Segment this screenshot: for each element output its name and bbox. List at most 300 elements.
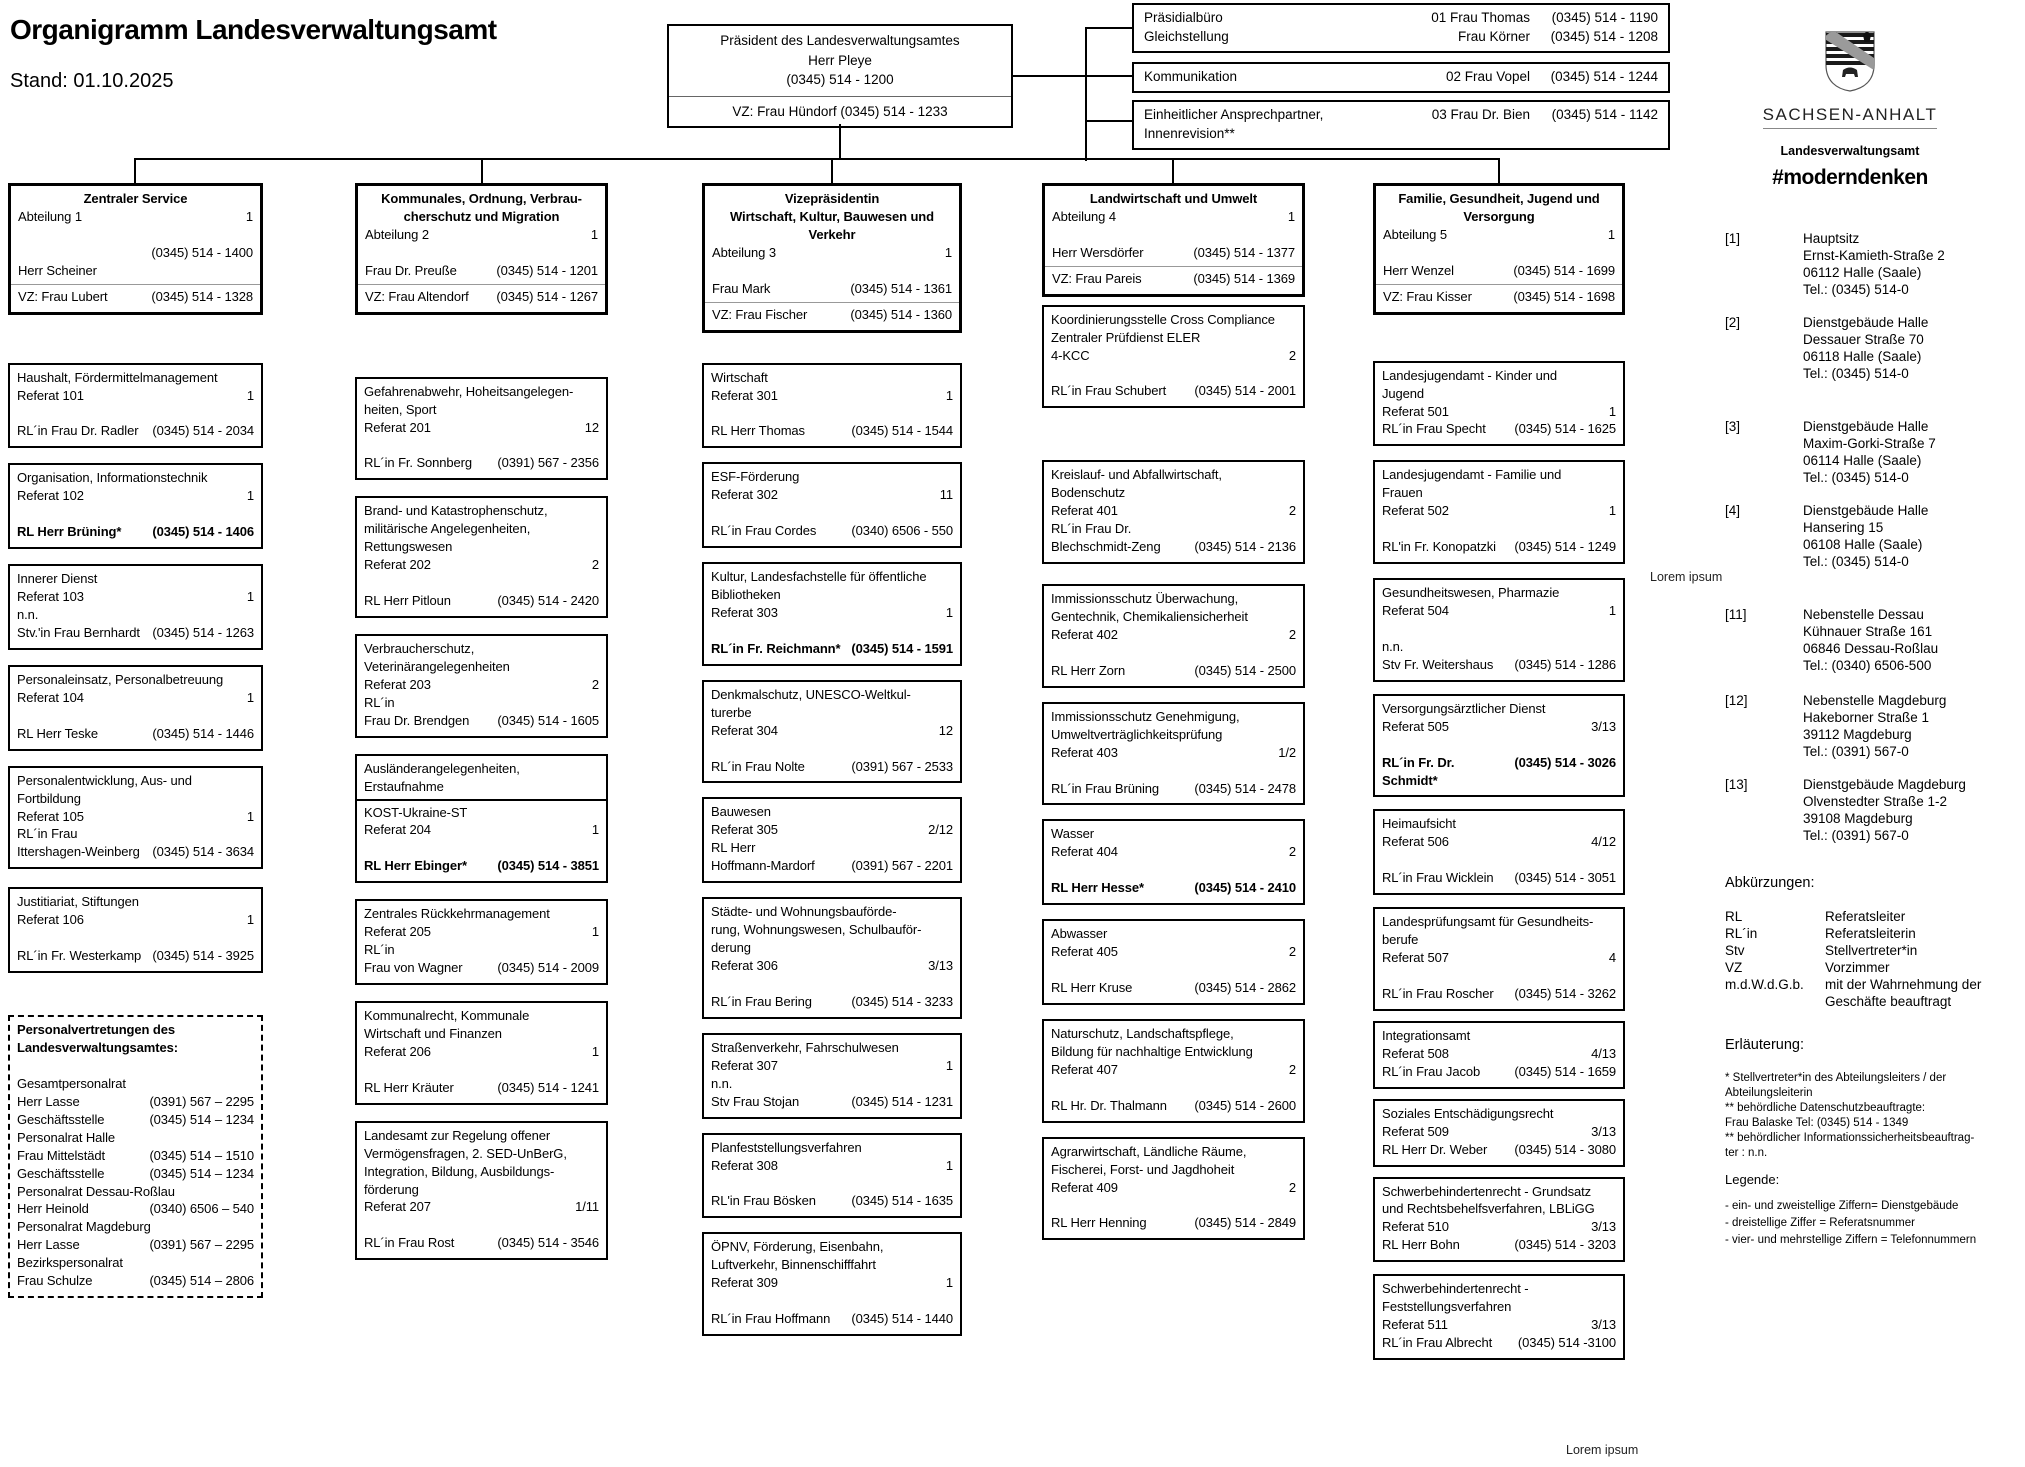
referat-box [8, 463, 263, 549]
box-row [711, 1274, 953, 1292]
box-row [1382, 967, 1616, 985]
box-text [711, 1292, 715, 1310]
box-row [1051, 626, 1296, 644]
box-row [711, 821, 953, 839]
box-text: Planfeststellungsverfahren [711, 1139, 862, 1155]
box-row [17, 825, 254, 843]
address-lines [1803, 230, 2025, 298]
box-text [1051, 861, 1055, 879]
box-row [17, 624, 254, 642]
box-text: RL´in Frau [17, 826, 78, 842]
box-row [711, 1039, 953, 1057]
box-row [17, 1075, 254, 1093]
box-phone: (0345) 514 - 1635 [851, 1193, 953, 1209]
box-text: Herr Scheiner [18, 262, 97, 278]
box-text: Fortbildung [17, 790, 81, 806]
box-text: RL Herr Pitloun [364, 593, 451, 608]
box-text [364, 574, 368, 592]
box-row [1382, 754, 1616, 790]
box-row [711, 504, 953, 522]
box-row [711, 857, 953, 875]
department-header-box [702, 183, 962, 333]
explanation-line: * Stellvertreter*in des Abteilungsleiters / der [1725, 1071, 1947, 1084]
box-row [1382, 1236, 1616, 1254]
box-text: Integrationsamt [1382, 1027, 1471, 1043]
box-phone: (0391) 567 – 2295 [149, 1237, 254, 1253]
address-lines [1803, 606, 2025, 674]
box-text: RL´in Frau Rost [364, 1235, 455, 1251]
box-phone: 3/13 [1591, 718, 1616, 734]
box-row [364, 1234, 599, 1252]
referat-box [1373, 907, 1625, 1011]
box-row [364, 520, 599, 538]
box-row [1051, 347, 1296, 365]
abbreviation-key: RL [1725, 909, 1743, 925]
address-line: Tel.: (0345) 514-0 [1803, 554, 1909, 569]
box-phone: (0391) 567 - 2533 [851, 758, 953, 774]
president-box [667, 24, 1013, 128]
box-phone: 1 [1287, 208, 1295, 224]
referat-box [1373, 460, 1625, 564]
referat-box [1373, 1099, 1625, 1167]
box-row [1051, 365, 1296, 383]
box-text: RL'in Frau Bösken [711, 1193, 816, 1209]
box-row [364, 1181, 599, 1199]
department-header-box [1042, 183, 1305, 297]
box-phone: 1 [591, 924, 599, 940]
box-row [364, 383, 599, 401]
box-text: Naturschutz, Landschaftspflege, [1051, 1025, 1234, 1041]
box-phone: 1 [591, 822, 599, 838]
box-text: RL´in Frau Roscher [1382, 985, 1494, 1001]
box-text [17, 1057, 21, 1075]
box-row [17, 422, 254, 440]
box-text: Herr Lasse [17, 1237, 80, 1253]
box-text: Referat 502 [1382, 503, 1449, 519]
box-text: VZ: Frau Kisser [1383, 288, 1472, 304]
box-row [712, 280, 952, 298]
referat-box [702, 797, 962, 883]
connector-staff-stub3 [1085, 120, 1132, 122]
box-phone: 3/13 [1591, 1123, 1616, 1139]
box-row [1051, 708, 1296, 726]
box-text: Veterinärangelegenheiten [364, 658, 510, 674]
box-text: Justitiariat, Stiftungen [17, 894, 139, 910]
box-phone: (0345) 514 - 2600 [1194, 1097, 1296, 1113]
box-text: Referat 301 [711, 387, 778, 403]
box-phone: 1 [246, 689, 254, 705]
box-phone: (0345) 514 - 2849 [1194, 1215, 1296, 1231]
referat-box [702, 462, 962, 548]
box-text [18, 226, 22, 244]
referat-box [1373, 1021, 1625, 1089]
box-row [17, 1129, 254, 1147]
box-phone: (0345) 514 -3100 [1517, 1335, 1616, 1351]
box-row [711, 686, 953, 704]
box-text: RL Hr. Dr. Thalmann [1051, 1097, 1167, 1113]
box-row [1051, 1214, 1296, 1232]
box-row [18, 244, 253, 262]
box-row [17, 772, 254, 790]
box-text: militärische Angelegenheiten, [364, 521, 531, 537]
box-text: RL´in [364, 942, 395, 958]
box-row [18, 262, 253, 280]
box-text: ESF-Förderung [711, 469, 800, 485]
box-text: Abwasser [1051, 926, 1108, 942]
box-row [1051, 861, 1296, 879]
box-text: Organisation, Informationstechnik [17, 470, 208, 486]
box-row [17, 523, 254, 541]
box-text [1382, 520, 1386, 538]
staff-row [1144, 125, 1658, 144]
box-row [364, 694, 599, 712]
box-phone: (0340) 6506 - 550 [851, 523, 953, 539]
box-phone: 1 [246, 912, 254, 928]
staff-unit-label: Innenrevision** [1144, 125, 1235, 141]
box-phone: (0345) 514 - 1440 [851, 1311, 953, 1327]
box-text: Verbraucherschutz, [364, 640, 475, 656]
box-row [1382, 1183, 1616, 1201]
department-title: Zentraler Service [83, 191, 188, 206]
box-phone: (0345) 514 - 2500 [1194, 662, 1296, 678]
box-phone: 2 [1288, 1179, 1296, 1195]
box-row [711, 903, 953, 921]
box-text [1382, 851, 1386, 869]
box-text: Jugend [1382, 385, 1425, 401]
address-entry [1725, 418, 2025, 486]
box-row [1051, 1161, 1296, 1179]
box-row [364, 436, 599, 454]
department-title: Kommunales, Ordnung, Verbrau- [381, 191, 582, 206]
box-row [364, 1127, 599, 1145]
box-row [364, 1007, 599, 1025]
box-row [1382, 538, 1616, 556]
referat-box [1042, 584, 1305, 688]
box-text: Integration, Bildung, Ausbildungs- [364, 1163, 555, 1179]
box-text [18, 244, 22, 262]
box-phone: (0345) 514 - 1406 [152, 524, 254, 540]
box-row [1051, 1061, 1296, 1079]
box-row [711, 640, 953, 658]
box-row [364, 778, 599, 796]
box-row [1051, 538, 1296, 556]
box-text: Referat 309 [711, 1275, 778, 1291]
box-text: Geschäftsstelle [17, 1111, 105, 1127]
vz-divider [705, 302, 959, 303]
box-row [17, 1254, 254, 1272]
box-text: Referat 203 [364, 676, 431, 692]
box-text: RL´in Frau Nolte [711, 758, 805, 774]
address-lines [1803, 776, 2025, 844]
box-text [1383, 244, 1387, 262]
box-row [1382, 520, 1616, 538]
box-row [1051, 329, 1296, 347]
box-row [1382, 700, 1616, 718]
box-row [1051, 311, 1296, 329]
address-lines [1803, 314, 2025, 382]
box-phone: (0345) 514 - 2001 [1194, 383, 1296, 399]
box-row [711, 422, 953, 440]
box-text: RL'in Fr. Konopatzki [1382, 539, 1496, 555]
box-text: heiten, Sport [364, 401, 437, 417]
box-row [1383, 244, 1615, 262]
department-column [702, 183, 962, 1336]
box-row [1382, 484, 1616, 502]
address-line: Tel.: (0345) 514-0 [1803, 366, 1909, 381]
box-row [1382, 869, 1616, 887]
box-row [1382, 1200, 1616, 1218]
referat-box [1373, 1274, 1625, 1360]
abbreviations-list [1725, 908, 2025, 1010]
box-row [711, 740, 953, 758]
referat-box [702, 897, 962, 1019]
box-phone: (0345) 514 - 1360 [850, 306, 952, 322]
box-text [17, 929, 21, 947]
explanation-line: ** behördlicher Informationssicherheitsbeauftrag- [1725, 1132, 1975, 1145]
box-text: RL Herr Teske [17, 725, 99, 741]
box-text: Immissionsschutz Überwachung, [1051, 591, 1239, 607]
box-row [711, 1057, 953, 1075]
box-row [17, 689, 254, 707]
box-phone: (0345) 514 - 3262 [1514, 985, 1616, 1001]
box-row [17, 929, 254, 947]
box-text: Soziales Entschädigungsrecht [1382, 1105, 1554, 1121]
address-line: Nebenstelle Magdeburg [1803, 693, 1947, 708]
box-text: Brand- und Katastrophenschutz, [364, 503, 548, 519]
box-text [1051, 1079, 1055, 1097]
vz-divider [11, 284, 260, 285]
box-row [1382, 420, 1616, 438]
connector-col4-stub [1172, 158, 1174, 185]
box-text: Landesamt zur Regelung offener [364, 1127, 551, 1143]
box-row [364, 640, 599, 658]
box-phone: (0345) 514 - 1267 [496, 288, 598, 304]
abbreviation-value: Vorzimmer [1825, 960, 1890, 976]
box-text [364, 1216, 368, 1234]
box-phone: 2 [591, 676, 599, 692]
box-phone: 2 [1288, 944, 1296, 960]
explanation-line: Frau Balaske Tel: (0345) 514 - 1349 [1725, 1117, 1909, 1130]
address-line: Tel.: (0345) 514-0 [1803, 282, 1909, 297]
referat-box [1373, 694, 1625, 798]
box-row [1382, 833, 1616, 851]
box-row [1051, 662, 1296, 680]
box-text: Referat 505 [1382, 718, 1449, 734]
box-row [364, 502, 599, 520]
box-phone: 4/13 [1591, 1045, 1616, 1061]
box-phone: (0345) 514 - 2420 [497, 593, 599, 608]
box-text: Stv Frau Stojan [711, 1093, 800, 1109]
box-text [365, 244, 369, 262]
abbreviation-entry [1725, 925, 2025, 942]
address-line: 06114 Halle (Saale) [1803, 453, 1922, 468]
box-row [711, 522, 953, 540]
box-text: Referat 201 [364, 419, 431, 435]
box-text: Erstaufnahme [364, 778, 444, 794]
address-number: [4] [1725, 503, 1741, 518]
box-text: Wirtschaft und Finanzen [364, 1025, 502, 1041]
box-text: und Rechtsbehelfsverfahren, LBLiGG [1382, 1201, 1595, 1217]
placeholder-text-1: Lorem ipsum [1650, 570, 1723, 584]
box-text: n.n. [711, 1075, 733, 1091]
box-row [1382, 1334, 1616, 1352]
staff-unit-label: Kommunikation [1144, 69, 1238, 84]
box-text: Referat 401 [1051, 503, 1118, 519]
address-list [1725, 230, 2025, 844]
box-text: Referat 507 [1382, 950, 1449, 966]
address-entry [1725, 314, 2025, 382]
box-row [18, 288, 253, 306]
box-row [711, 604, 953, 622]
box-row [712, 262, 952, 280]
box-text: n.n. [1382, 638, 1404, 654]
box-row [711, 803, 953, 821]
box-row [1052, 244, 1295, 262]
president-line: Herr Pleye [808, 52, 872, 68]
box-phone: (0345) 514 - 2862 [1194, 980, 1296, 995]
department-title: cherschutz und Migration [403, 208, 560, 224]
box-text: Abteilung 4 [1052, 208, 1116, 224]
box-text [364, 839, 368, 857]
box-row [1382, 851, 1616, 869]
box-text: Wasser [1051, 826, 1094, 842]
box-text: Referat 506 [1382, 834, 1449, 850]
address-line: Hakeborner Straße 1 [1803, 710, 1930, 725]
box-text: Landesjugendamt - Kinder und [1382, 367, 1557, 383]
box-text: Referat 302 [711, 487, 778, 503]
box-phone: (0345) 514 - 3233 [851, 993, 953, 1009]
box-row [712, 306, 952, 324]
box-row [711, 1292, 953, 1310]
box-row [1382, 1027, 1616, 1045]
box-row [1051, 1097, 1296, 1115]
box-row [18, 208, 253, 226]
box-text: RL´in Frau Wicklein [1382, 870, 1494, 886]
president-line: Präsident des Landesverwaltungsamtes [720, 33, 960, 48]
box-row [711, 921, 953, 939]
box-row [17, 588, 254, 606]
box-phone: 12 [584, 419, 599, 435]
box-phone: 1 [246, 488, 254, 504]
box-text: Referat 501 [1382, 403, 1449, 419]
box-text: Personalrat Halle [17, 1129, 116, 1145]
box-text: Immissionsschutz Genehmigung, [1051, 708, 1240, 724]
box-phone: (0345) 514 - 1201 [496, 262, 598, 278]
box-row [1383, 226, 1615, 244]
box-row [711, 1075, 953, 1093]
box-text: ÖPNV, Förderung, Eisenbahn, [711, 1239, 884, 1255]
box-row [1051, 1079, 1296, 1097]
vz-divider [1045, 266, 1302, 267]
vz-divider [1376, 284, 1622, 285]
box-text: Frau Schulze [17, 1273, 93, 1289]
box-text: Landesjugendamt - Familie und [1382, 467, 1562, 483]
box-row [711, 1192, 953, 1210]
placeholder-text-2: Lorem ipsum [1566, 1443, 1639, 1457]
box-text: RL Herr Zorn [1051, 662, 1126, 678]
box-text: Gefahrenabwehr, Hoheitsangelegen- [364, 383, 574, 399]
staff-phone: (0345) 514 - 1190 [1551, 10, 1658, 25]
box-row [711, 1238, 953, 1256]
abbreviation-key: Stv [1725, 943, 1745, 959]
department-title: Wirtschaft, Kultur, Bauwesen und [730, 208, 934, 224]
box-phone: 3/13 [928, 958, 953, 973]
box-text: Referat 304 [711, 722, 778, 738]
box-phone: (0345) 514 - 2034 [152, 423, 254, 439]
box-text: turerbe [711, 704, 752, 720]
referat-box [1373, 1177, 1625, 1263]
box-row [711, 939, 953, 957]
box-phone: (0345) 514 - 1699 [1513, 262, 1615, 278]
staff-unit-box [1132, 62, 1670, 93]
box-text: Referat 205 [364, 924, 431, 940]
abbreviation-key: RL´in [1725, 926, 1758, 942]
department-title: Versorgung [1463, 208, 1535, 224]
box-text: Kreislauf- und Abfallwirtschaft, [1051, 467, 1222, 483]
box-row [17, 893, 254, 911]
box-text: Personalrat Magdeburg [17, 1219, 151, 1235]
box-row [1382, 403, 1616, 421]
address-number: [2] [1725, 315, 1741, 330]
box-text: Bauwesen [711, 804, 771, 820]
box-phone: (0345) 514 – 1234 [149, 1165, 254, 1181]
connector-col1-stub [134, 158, 136, 185]
box-phone: (0345) 514 – 1510 [149, 1147, 254, 1163]
box-text: Hoffmann-Mardorf [711, 858, 815, 874]
box-row [17, 505, 254, 523]
box-row [17, 1272, 254, 1290]
abbreviation-entry [1725, 959, 2025, 976]
staff-person: 03 Frau Dr. Bien [1431, 107, 1530, 122]
box-text: Referat 102 [17, 488, 84, 504]
staff-unit-label: Präsidialbüro [1144, 10, 1223, 25]
abbreviation-entry [1725, 908, 2025, 925]
box-row [1052, 270, 1295, 288]
box-phone: 1 [1608, 503, 1616, 519]
box-phone: (0345) 514 - 1400 [151, 244, 253, 260]
box-row [17, 947, 254, 965]
box-text: Bezirkspersonalrat [17, 1255, 123, 1271]
box-text: Frauen [1382, 485, 1423, 501]
box-row [1051, 726, 1296, 744]
box-phone: (0345) 514 – 2806 [149, 1273, 254, 1289]
box-phone: 2 [1288, 1061, 1296, 1077]
box-row [711, 839, 953, 857]
box-text: RL´in [364, 694, 395, 710]
legend-heading: Legende: [1725, 1171, 1780, 1187]
box-phone: (0391) 567 - 2201 [851, 858, 953, 874]
box-text: Zentrales Rückkehrmanagement [364, 906, 550, 922]
box-row [1051, 879, 1296, 897]
box-row [711, 1093, 953, 1111]
box-phone: 1 [945, 1157, 953, 1173]
box-row [17, 671, 254, 689]
box-row [17, 911, 254, 929]
box-row [711, 486, 953, 504]
box-phone: 1 [591, 1043, 599, 1059]
box-phone: (0345) 514 - 1249 [1514, 539, 1616, 555]
staff-person: Frau Körner [1457, 28, 1530, 44]
department-column [355, 183, 608, 1260]
box-phone: (0345) 514 - 1659 [1514, 1063, 1616, 1079]
box-text: Gentechnik, Chemikaliensicherheit [1051, 609, 1248, 624]
box-text: RL´in Fr. Dr. Schmidt* [1382, 754, 1458, 788]
connector-staff-vertical [1085, 27, 1087, 161]
box-text: Personalrat Dessau-Roßlau [17, 1183, 175, 1199]
box-text: Schwerbehindertenrecht - [1382, 1281, 1529, 1297]
box-text: RL Herr Brüning* [17, 524, 122, 540]
box-text: RL´in Frau Albrecht [1382, 1335, 1493, 1351]
